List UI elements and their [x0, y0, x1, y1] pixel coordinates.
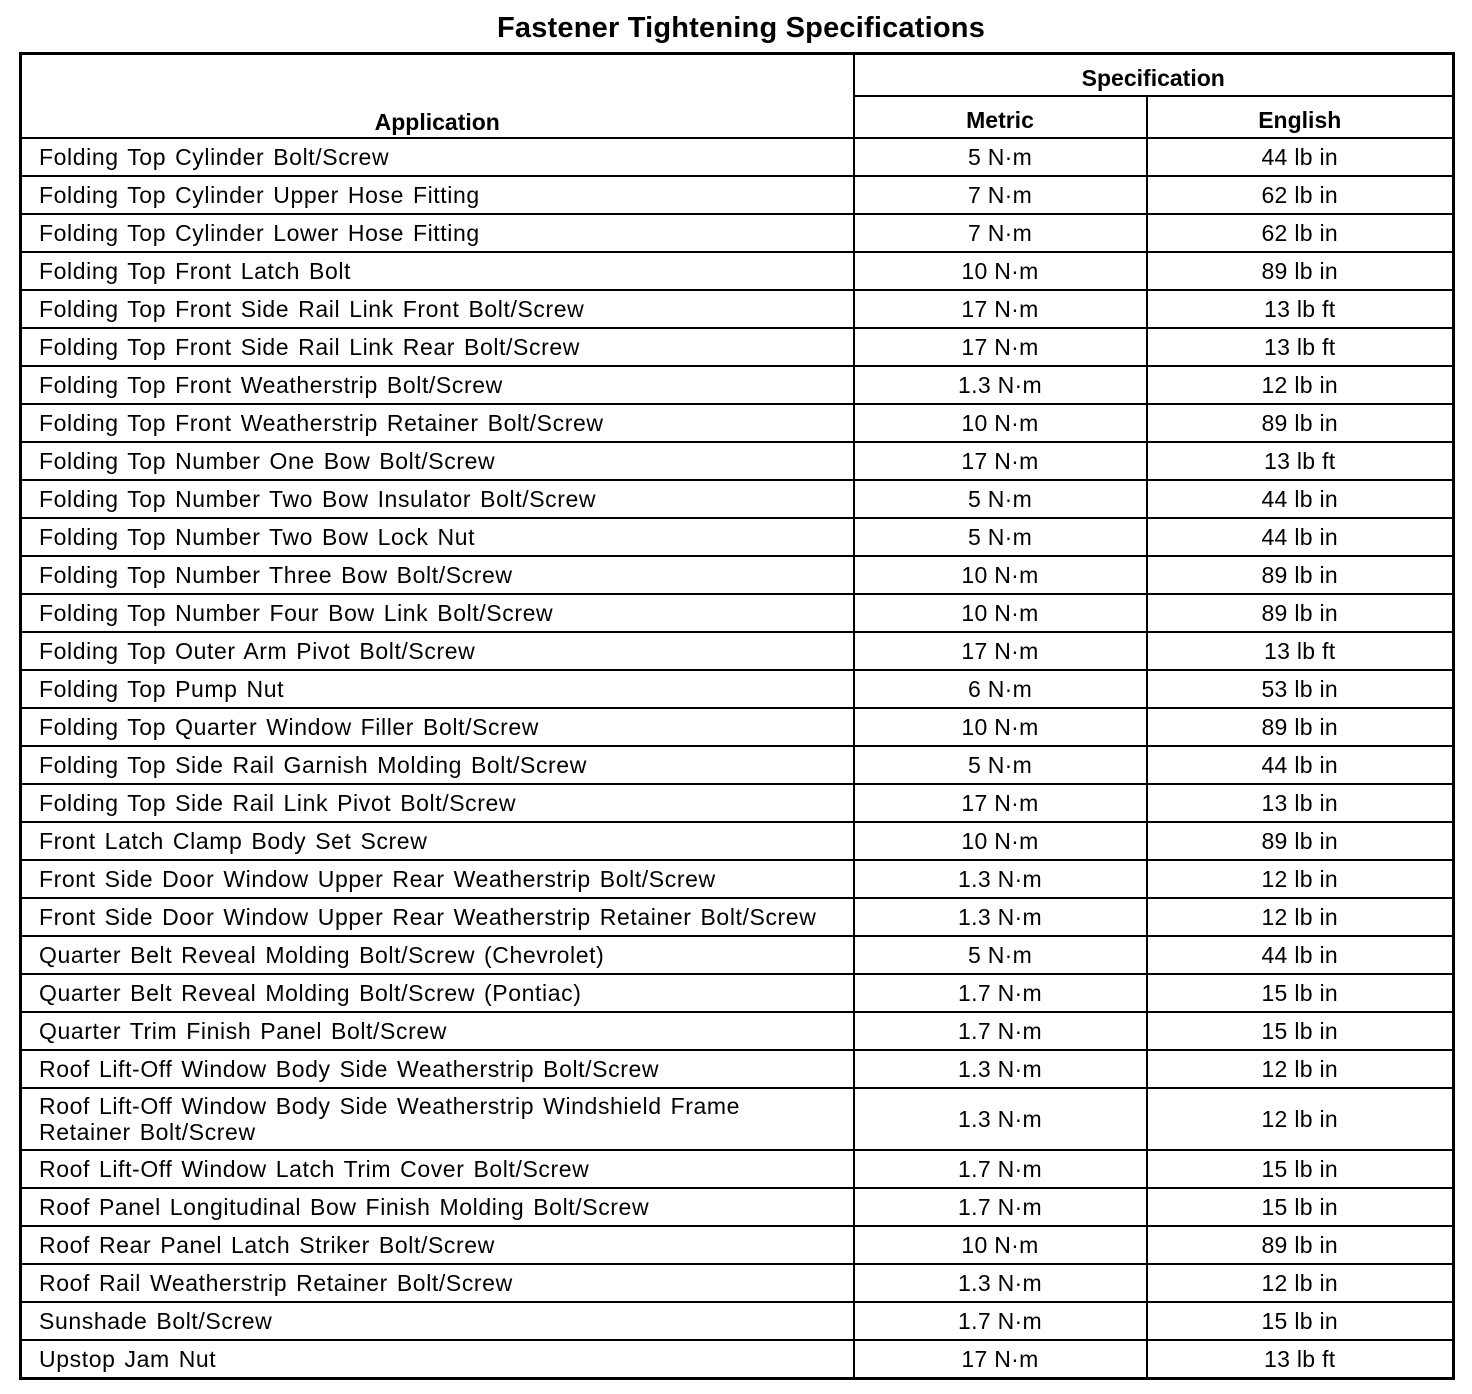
application-text: Folding Top Pump Nut [39, 676, 285, 702]
english-cell: 13 lb ft [1147, 1340, 1454, 1379]
application-cell [21, 1226, 854, 1264]
application-cell [21, 480, 854, 518]
application-text: Roof Rear Panel Latch Striker Bolt/Screw [39, 1232, 495, 1258]
table-row [21, 442, 1454, 480]
metric-cell: 17 N·m [854, 328, 1147, 366]
english-cell: 44 lb in [1147, 746, 1454, 784]
application-cell [21, 708, 854, 746]
english-cell: 44 lb in [1147, 138, 1454, 176]
application-text: Front Latch Clamp Body Set Screw [39, 828, 428, 854]
table-row [21, 480, 1454, 518]
table-row [21, 936, 1454, 974]
application-cell [21, 404, 854, 442]
table-row [21, 860, 1454, 898]
table-row [21, 670, 1454, 708]
application-cell [21, 898, 854, 936]
application-cell [21, 442, 854, 480]
metric-cell: 1.3 N·m [854, 1088, 1147, 1150]
application-text: Quarter Trim Finish Panel Bolt/Screw [39, 1018, 447, 1044]
application-cell [21, 1340, 854, 1379]
application-cell [21, 1188, 854, 1226]
application-cell [21, 936, 854, 974]
application-text: Roof Lift-Off Window Body Side Weatherstrip Windshield Frame [39, 1093, 741, 1119]
metric-cell: 10 N·m [854, 822, 1147, 860]
metric-cell: 10 N·m [854, 1226, 1147, 1264]
english-cell: 13 lb ft [1147, 442, 1454, 480]
application-cell [21, 594, 854, 632]
english-cell: 89 lb in [1147, 404, 1454, 442]
table-row [21, 290, 1454, 328]
table-row [21, 898, 1454, 936]
english-cell: 13 lb in [1147, 784, 1454, 822]
metric-cell: 5 N·m [854, 480, 1147, 518]
application-text: Upstop Jam Nut [39, 1346, 217, 1372]
application-text: Folding Top Front Weatherstrip Retainer Bolt/Screw [39, 410, 604, 436]
english-cell: 53 lb in [1147, 670, 1454, 708]
fastener-spec-table [19, 52, 1455, 1380]
application-cell [21, 214, 854, 252]
application-text: Folding Top Front Latch Bolt [39, 258, 352, 284]
application-text: Roof Panel Longitudinal Bow Finish Molding Bolt/Screw [39, 1194, 650, 1220]
metric-cell: 1.7 N·m [854, 1150, 1147, 1188]
table-row [21, 1340, 1454, 1379]
english-cell: 12 lb in [1147, 1088, 1454, 1150]
application-cell [21, 670, 854, 708]
metric-cell: 1.3 N·m [854, 860, 1147, 898]
table-row [21, 1012, 1454, 1050]
application-cell [21, 138, 854, 176]
table-row [21, 632, 1454, 670]
application-cell [21, 632, 854, 670]
application-cell [21, 556, 854, 594]
application-column-header: Application [21, 54, 854, 139]
table-row [21, 328, 1454, 366]
english-cell: 89 lb in [1147, 822, 1454, 860]
metric-cell: 1.3 N·m [854, 1050, 1147, 1088]
metric-cell: 1.3 N·m [854, 898, 1147, 936]
table-row [21, 1050, 1454, 1088]
application-text: Roof Rail Weatherstrip Retainer Bolt/Screw [39, 1270, 513, 1296]
application-text: Front Side Door Window Upper Rear Weatherstrip Bolt/Screw [39, 866, 716, 892]
table-row [21, 366, 1454, 404]
metric-cell: 1.3 N·m [854, 366, 1147, 404]
application-text: Folding Top Number One Bow Bolt/Screw [39, 448, 496, 474]
metric-column-header: Metric [854, 96, 1147, 138]
application-text: Folding Top Number Four Bow Link Bolt/Screw [39, 600, 554, 626]
english-cell: 15 lb in [1147, 974, 1454, 1012]
application-cell [21, 860, 854, 898]
english-cell: 13 lb ft [1147, 290, 1454, 328]
english-cell: 89 lb in [1147, 594, 1454, 632]
table-row [21, 974, 1454, 1012]
table-row [21, 556, 1454, 594]
application-cell [21, 784, 854, 822]
metric-cell: 5 N·m [854, 138, 1147, 176]
english-cell: 89 lb in [1147, 708, 1454, 746]
specification-column-header: Specification [854, 54, 1454, 97]
application-cell [21, 974, 854, 1012]
english-cell: 13 lb ft [1147, 328, 1454, 366]
metric-cell: 7 N·m [854, 176, 1147, 214]
application-cell [21, 252, 854, 290]
english-cell: 12 lb in [1147, 898, 1454, 936]
metric-cell: 6 N·m [854, 670, 1147, 708]
application-text: Folding Top Outer Arm Pivot Bolt/Screw [39, 638, 476, 664]
table-row [21, 822, 1454, 860]
application-cell [21, 822, 854, 860]
application-text: Folding Top Side Rail Garnish Molding Bolt/Screw [39, 752, 587, 778]
english-cell: 15 lb in [1147, 1150, 1454, 1188]
english-cell: 12 lb in [1147, 1264, 1454, 1302]
english-cell: 15 lb in [1147, 1012, 1454, 1050]
application-cell [21, 366, 854, 404]
metric-cell: 5 N·m [854, 746, 1147, 784]
english-cell: 12 lb in [1147, 1050, 1454, 1088]
application-cell [21, 1302, 854, 1340]
english-cell: 12 lb in [1147, 860, 1454, 898]
metric-cell: 7 N·m [854, 214, 1147, 252]
metric-cell: 17 N·m [854, 784, 1147, 822]
application-cell [21, 1050, 854, 1088]
english-cell: 15 lb in [1147, 1188, 1454, 1226]
table-row [21, 252, 1454, 290]
english-cell: 62 lb in [1147, 214, 1454, 252]
table-row [21, 404, 1454, 442]
metric-cell: 10 N·m [854, 556, 1147, 594]
metric-cell: 1.3 N·m [854, 1264, 1147, 1302]
table-row [21, 1150, 1454, 1188]
application-text: Folding Top Number Two Bow Lock Nut [39, 524, 476, 550]
english-cell: 15 lb in [1147, 1302, 1454, 1340]
application-text: Quarter Belt Reveal Molding Bolt/Screw (Chevrolet) [39, 942, 605, 968]
table-header [21, 54, 1454, 139]
application-cell [21, 1150, 854, 1188]
application-text: Folding Top Quarter Window Filler Bolt/Screw [39, 714, 539, 740]
application-cell [21, 328, 854, 366]
application-text: Folding Top Cylinder Bolt/Screw [39, 144, 390, 170]
table-row [21, 594, 1454, 632]
application-text: Front Side Door Window Upper Rear Weatherstrip Retainer Bolt/Screw [39, 904, 817, 930]
english-cell: 62 lb in [1147, 176, 1454, 214]
table-row [21, 1302, 1454, 1340]
application-text: Folding Top Number Two Bow Insulator Bolt/Screw [39, 486, 597, 512]
application-text-line2: Retainer Bolt/Screw [39, 1119, 256, 1145]
metric-cell: 17 N·m [854, 290, 1147, 328]
table-row [21, 518, 1454, 556]
table-row [21, 138, 1454, 176]
page-title: Fastener Tightening Specifications [496, 12, 986, 44]
metric-cell: 10 N·m [854, 404, 1147, 442]
english-cell: 44 lb in [1147, 480, 1454, 518]
metric-cell: 17 N·m [854, 442, 1147, 480]
table-row [21, 214, 1454, 252]
table-row [21, 1226, 1454, 1264]
application-text: Roof Lift-Off Window Body Side Weatherstrip Bolt/Screw [39, 1056, 660, 1082]
table-row [21, 1188, 1454, 1226]
metric-cell: 5 N·m [854, 936, 1147, 974]
application-text: Roof Lift-Off Window Latch Trim Cover Bolt/Screw [39, 1156, 590, 1182]
table-row [21, 176, 1454, 214]
application-text: Folding Top Front Side Rail Link Rear Bolt/Screw [39, 334, 580, 360]
application-text: Folding Top Front Weatherstrip Bolt/Screw [39, 372, 503, 398]
metric-cell: 17 N·m [854, 1340, 1147, 1379]
application-text: Quarter Belt Reveal Molding Bolt/Screw (Pontiac) [39, 980, 582, 1006]
table-row [21, 1264, 1454, 1302]
application-text: Folding Top Cylinder Upper Hose Fitting [39, 182, 480, 208]
english-cell: 44 lb in [1147, 518, 1454, 556]
application-cell [21, 518, 854, 556]
english-cell: 89 lb in [1147, 1226, 1454, 1264]
application-text: Folding Top Cylinder Lower Hose Fitting [39, 220, 480, 246]
english-cell: 12 lb in [1147, 366, 1454, 404]
english-cell: 44 lb in [1147, 936, 1454, 974]
metric-cell: 10 N·m [854, 252, 1147, 290]
metric-cell: 1.7 N·m [854, 1188, 1147, 1226]
metric-cell: 1.7 N·m [854, 1012, 1147, 1050]
table-row [21, 1088, 1454, 1150]
table-row [21, 784, 1454, 822]
application-cell [21, 176, 854, 214]
application-cell [21, 746, 854, 784]
metric-cell: 1.7 N·m [854, 1302, 1147, 1340]
metric-cell: 10 N·m [854, 708, 1147, 746]
application-cell [21, 1264, 854, 1302]
table-row [21, 746, 1454, 784]
application-text: Folding Top Number Three Bow Bolt/Screw [39, 562, 513, 588]
application-text: Folding Top Side Rail Link Pivot Bolt/Screw [39, 790, 517, 816]
application-cell [21, 290, 854, 328]
english-column-header: English [1147, 96, 1454, 138]
english-cell: 89 lb in [1147, 252, 1454, 290]
metric-cell: 17 N·m [854, 632, 1147, 670]
metric-cell: 1.7 N·m [854, 974, 1147, 1012]
application-cell [21, 1088, 854, 1150]
table-row [21, 708, 1454, 746]
english-cell: 13 lb ft [1147, 632, 1454, 670]
application-text: Sunshade Bolt/Screw [39, 1308, 273, 1334]
metric-cell: 5 N·m [854, 518, 1147, 556]
metric-cell: 10 N·m [854, 594, 1147, 632]
application-text: Folding Top Front Side Rail Link Front Bolt/Screw [39, 296, 585, 322]
english-cell: 89 lb in [1147, 556, 1454, 594]
application-cell [21, 1012, 854, 1050]
table-body [21, 138, 1454, 1379]
